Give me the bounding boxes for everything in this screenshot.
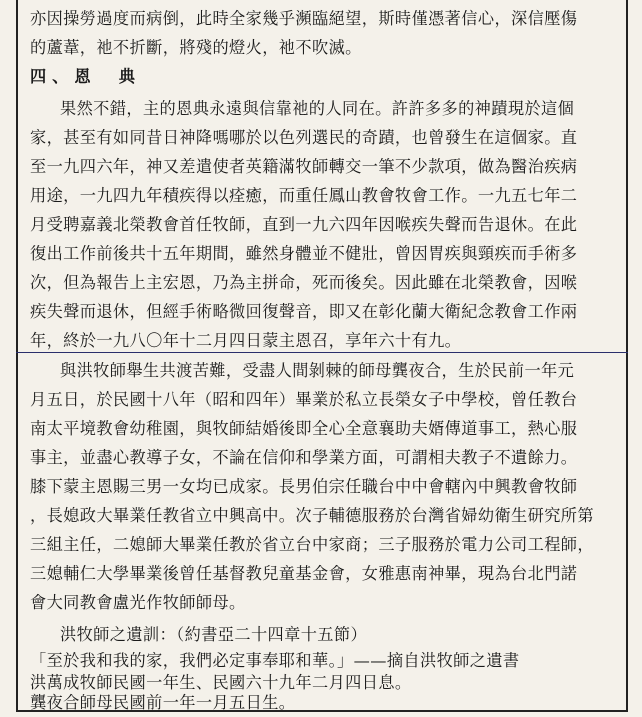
- paragraph-3-line-9: 會大同教會盧光作牧師師母。: [30, 593, 246, 612]
- paragraph-2-line-4: 用途，一九四九年積疾得以痊癒，而重任鳳山教會牧會工作。一九五七年二: [30, 186, 578, 205]
- paragraph-2-line-7: 次，但為報告上主宏恩，乃為主拼命，死而後矣。因此雖在北榮教會，因喉: [30, 273, 578, 292]
- paragraph-2-line-9: 年，終於一九八〇年十二月四日蒙主恩召，享年六十有九。: [30, 331, 462, 350]
- paragraph-3-line-4: 事主，並盡心教導子女，不論在信仰和學業方面，可謂相夫教子不遺餘力。: [30, 448, 578, 467]
- paragraph-3-line-1: 與洪牧師舉生共渡苦難，受盡人間剝棘的師母龔夜合，生於民前一年元: [60, 361, 575, 380]
- paragraph-2-line-2: 家，甚至有如同昔日神降嗎哪於以色列選民的奇蹟，也曾發生在這個家。直: [30, 128, 578, 147]
- paragraph-3-line-2: 月五日，於民國十八年（昭和四年）畢業於私立長榮女子中學校，曾任教台: [30, 390, 578, 409]
- paragraph-2-line-1: 果然不錯，主的恩典永遠與信靠祂的人同在。許許多多的神蹟現於這個: [60, 99, 575, 118]
- will-quote: 「至於我和我的家，我們必定事奉耶和華。」——摘自洪牧師之遺書: [30, 651, 520, 670]
- paragraph-3-line-8: 三媳輔仁大學畢業後曾任基督教兒童基金會，女雅惠南神畢，現為台北門諾: [30, 564, 578, 583]
- section-heading: 四、恩 典: [30, 67, 141, 86]
- section-divider-line: [16, 352, 628, 353]
- paragraph-1-line-2: 的蘆葦，祂不折斷，將殘的燈火，祂不吹滅。: [30, 38, 362, 57]
- paragraph-2-line-8: 疾失聲而退休，但經手術略微回復聲音，即又在彰化蘭大衛紀念教會工作兩: [30, 302, 578, 321]
- will-intro: 洪牧師之遺訓：（約書亞二十四章十五節）: [60, 625, 368, 644]
- paragraph-3-line-7: 三組主任，二媳師大畢業任教於省立台中家商；三子服務於電力公司工程師，: [30, 535, 594, 554]
- paragraph-2-line-5: 月受聘嘉義北榮教會首任牧師，直到一九六四年因喉疾失聲而告退休。在此: [30, 215, 578, 234]
- paragraph-2-line-3: 至一九四六年，神又差遣使者英籍滿牧師轉交一筆不少款項，做為醫治疾病: [30, 157, 578, 176]
- paragraph-3-line-6: ，長媳政大畢業任教省立中興高中。次子輔德服務於台灣省婦幼衛生研究所第: [30, 506, 594, 525]
- record-wife-birth: 龔夜合師母民國前一年一月五日生。: [30, 693, 296, 712]
- paragraph-1-line-1: 亦因操勞過度而病倒，此時全家幾乎瀕臨絕望，斯時僅憑著信心，深信壓傷: [30, 9, 578, 28]
- record-pastor-dates: 洪萬成牧師民國一年生、民國六十九年二月四日息。: [30, 673, 412, 692]
- paragraph-3-line-5: 膝下蒙主恩賜三男一女均已成家。長男伯宗任職台中中會轄內中興教會牧師: [30, 477, 578, 496]
- paragraph-2-line-6: 復出工作前後共十五年期間，雖然身體並不健壯，曾因胃疾與頸疾而手術多: [30, 244, 578, 263]
- paragraph-3-line-3: 南太平境教會幼稚園，與牧師結婚後即全心全意襄助夫婿傳道事工，熱心服: [30, 419, 578, 438]
